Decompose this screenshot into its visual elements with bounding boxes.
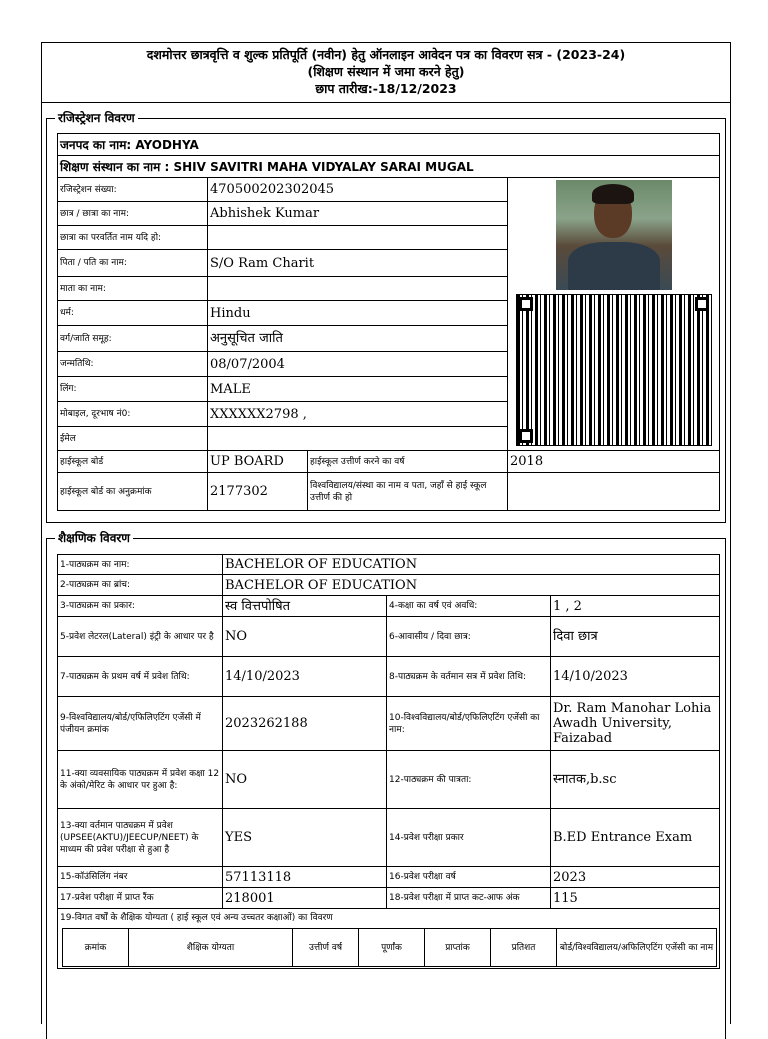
- edu-label: 16-प्रवेश परीक्षा वर्ष: [387, 867, 551, 888]
- edu-label: 9-विश्वविद्यालय/बोर्ड/एफिलिएटिंग एजेंसी में पंजीयन क्रमांक: [58, 697, 223, 751]
- edu-value: Dr. Ram Manohar Lohia Awadh University, Faizabad: [551, 697, 720, 751]
- reg-value: MALE: [208, 377, 508, 402]
- reg-label: जन्मतिथि:: [58, 352, 208, 377]
- course-name-value: BACHELOR OF EDUCATION: [223, 555, 720, 575]
- edu-label: 6-आवासीय / दिवा छात्र:: [387, 617, 551, 657]
- edu-value: 14/10/2023: [551, 657, 720, 697]
- edu-value: YES: [223, 809, 387, 867]
- reg-label: लिंग:: [58, 377, 208, 402]
- edu-label: 14-प्रवेश परीक्षा प्रकार: [387, 809, 551, 867]
- edu-value: 57113118: [223, 867, 387, 888]
- hs-school-value: [508, 473, 720, 511]
- reg-label: छात्रा का परवर्तित नाम यदि हो:: [58, 226, 208, 250]
- form-subtitle: (शिक्षण संस्थान में जमा करने हेतु): [307, 64, 465, 79]
- education-table: [57, 554, 720, 969]
- edu-value: B.ED Entrance Exam: [551, 809, 720, 867]
- course-branch-value: BACHELOR OF EDUCATION: [223, 575, 720, 596]
- hs-school-label: विश्वविद्यालय/संस्था का नाम व पता, जहाँ से हाई स्कूल उत्तीर्ण की हो: [308, 473, 508, 511]
- edu-label: 10-विश्वविद्यालय/बोर्ड/एफिलिएटिंग एजेंसी का नाम:: [387, 697, 551, 751]
- photo-qr-cell: [508, 178, 720, 451]
- education-legend: शैक्षणिक विवरण: [55, 529, 133, 547]
- edu-label: 4-कक्षा का वर्ष एवं अवधि:: [387, 596, 551, 617]
- col-header-pass-year: उत्तीर्ण वर्ष: [293, 929, 359, 967]
- edu-value: स्व वित्तपोषित: [223, 596, 387, 617]
- col-header-percentage: प्रतिशत: [491, 929, 557, 967]
- district-name: जनपद का नाम: AYODHYA: [58, 134, 720, 156]
- edu-label: 13-क्या वर्तमान पाठ्यक्रम में प्रवेश (UPSEE(AKTU)/JEECUP/NEET) के माध्यम की प्रवेश परीक्षा से हुआ है: [58, 809, 223, 867]
- prev-education-title: 19-विगत वर्षों के शैक्षिक योग्यता ( हाई स्कूल एवं अन्य उच्चतर कक्षाओं) का विवरण: [60, 913, 333, 923]
- edu-label: 12-पाठ्यक्रम की पात्रता:: [387, 751, 551, 809]
- education-section: [46, 531, 726, 1039]
- reg-label: ईमेल: [58, 427, 208, 451]
- edu-label: 7-पाठ्यक्रम के प्रथम वर्ष में प्रवेश तिथि:: [58, 657, 223, 697]
- reg-value: S/O Ram Charit: [208, 250, 508, 277]
- hs-board-label: हाईस्कूल बोर्ड: [58, 451, 208, 473]
- reg-label: पिता / पति का नाम:: [58, 250, 208, 277]
- reg-label: रजिस्ट्रेशन संख्या:: [58, 178, 208, 202]
- edu-value: स्नातक,b.sc: [551, 751, 720, 809]
- hs-year-value: 2018: [508, 451, 720, 473]
- print-date: छाप तारीख:-18/12/2023: [315, 81, 457, 96]
- form-title: दशमोत्तर छात्रवृत्ति व शुल्क प्रतिपूर्ति (नवीन) हेतु ऑनलाइन आवेदन पत्र का विवरण सत्र - (2023-24): [146, 47, 626, 62]
- reg-label: मोबाइल, दूरभाष नं0:: [58, 402, 208, 427]
- reg-label: धर्म:: [58, 301, 208, 326]
- edu-value: दिवा छात्र: [551, 617, 720, 657]
- registration-section: [46, 111, 726, 523]
- registration-table: [57, 133, 720, 511]
- edu-value: 218001: [223, 888, 387, 909]
- registration-legend: रजिस्ट्रेशन विवरण: [55, 109, 138, 127]
- edu-label: 15-कॉउंसिलिंग नंबर: [58, 867, 223, 888]
- col-header-max-marks: पूर्णांक: [359, 929, 425, 967]
- edu-value: 115: [551, 888, 720, 909]
- hs-roll-value: 2177302: [208, 473, 308, 511]
- form-header: [42, 43, 730, 103]
- reg-value: Abhishek Kumar: [208, 202, 508, 226]
- edu-label: 18-प्रवेश परीक्षा में प्राप्त कट-आफ अंक: [387, 888, 551, 909]
- course-name-label: 1-पाठ्यक्रम का नाम:: [58, 555, 223, 575]
- reg-value: [208, 427, 508, 451]
- course-branch-label: 2-पाठ्यक्रम का ब्रांच:: [58, 575, 223, 596]
- reg-value: Hindu: [208, 301, 508, 326]
- col-header-qualification: शैक्षिक योग्यता: [129, 929, 293, 967]
- edu-value: 2023262188: [223, 697, 387, 751]
- col-header-obtained-marks: प्राप्तांक: [425, 929, 491, 967]
- reg-label: वर्ग/जाति समूह:: [58, 326, 208, 352]
- reg-label: माता का नाम:: [58, 277, 208, 301]
- edu-label: 8-पाठ्यक्रम के वर्तमान सत्र में प्रवेश तिथि:: [387, 657, 551, 697]
- hs-roll-label: हाईस्कूल बोर्ड का अनुक्रमांक: [58, 473, 208, 511]
- reg-label: छात्र / छात्रा का नाम:: [58, 202, 208, 226]
- reg-value: 08/07/2004: [208, 352, 508, 377]
- edu-label: 3-पाठ्यक्रम का प्रकार:: [58, 596, 223, 617]
- hs-board-value: UP BOARD: [208, 451, 308, 473]
- edu-label: 5-प्रवेश लेटरल(Lateral) इंट्री के आधार पर है: [58, 617, 223, 657]
- edu-value: NO: [223, 617, 387, 657]
- edu-value: 2023: [551, 867, 720, 888]
- reg-value: 470500202302045: [208, 178, 508, 202]
- student-photo: [556, 180, 672, 290]
- prev-education-table: [62, 928, 717, 967]
- reg-value: XXXXXX2798 ,: [208, 402, 508, 427]
- col-header-serial: क्रमांक: [63, 929, 129, 967]
- edu-value: NO: [223, 751, 387, 809]
- edu-value: 14/10/2023: [223, 657, 387, 697]
- reg-value: [208, 226, 508, 250]
- prev-education-cell: [58, 909, 720, 969]
- reg-value: [208, 277, 508, 301]
- edu-label: 11-क्या व्यवसायिक पाठ्यक्रम में प्रवेश कक्षा 12 के अंको/मेरिट के आधार पर हुआ है:: [58, 751, 223, 809]
- reg-value: अनुसूचित जाति: [208, 326, 508, 352]
- application-form: [41, 42, 731, 1024]
- institution-name: शिक्षण संस्थान का नाम : SHIV SAVITRI MAHA VIDYALAY SARAI MUGAL: [58, 156, 720, 178]
- col-header-board: बोर्ड/विश्वविद्यालय/अफिलिएटिंग एजेंसी का नाम: [557, 929, 717, 967]
- hs-year-label: हाईस्कूल उत्तीर्ण करने का वर्ष: [308, 451, 508, 473]
- qr-code: [516, 294, 712, 446]
- edu-value: 1 , 2: [551, 596, 720, 617]
- edu-label: 17-प्रवेश परीक्षा में प्राप्त रैंक: [58, 888, 223, 909]
